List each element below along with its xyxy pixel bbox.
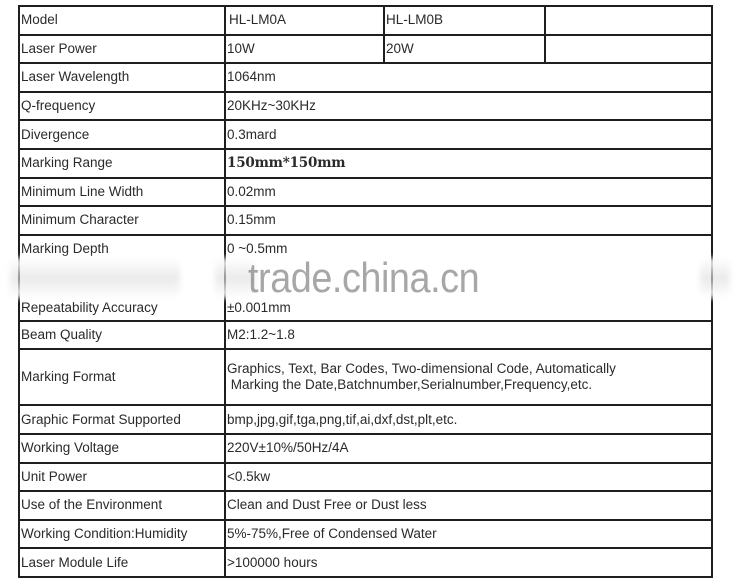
model-a-value: HL-LM0A xyxy=(225,6,384,35)
row-label: Minimum Character xyxy=(19,206,225,235)
table-row xyxy=(19,178,712,207)
row-value: 220V±10%/50Hz/4A xyxy=(225,434,712,463)
model-b-value: HL-LM0B xyxy=(384,6,545,35)
row-label: Marking Depth xyxy=(19,235,225,278)
row-label: Laser Module Life xyxy=(19,548,225,577)
row-value: Clean and Dust Free or Dust less xyxy=(225,491,712,520)
table-row xyxy=(19,491,712,520)
row-value xyxy=(225,349,712,405)
row-value: 1064nm xyxy=(225,63,712,92)
row-value: 0.15mm xyxy=(225,206,712,235)
table-row-laser-power xyxy=(19,35,712,64)
row-label: Unit Power xyxy=(19,463,225,492)
table-row xyxy=(19,548,712,577)
row-value: 0.3mard xyxy=(225,120,712,149)
row-label: Minimum Line Width xyxy=(19,178,225,207)
model-a-value: 10W xyxy=(225,35,384,64)
row-label: Laser Power xyxy=(19,35,225,64)
row-value: 5%-75%,Free of Condensed Water xyxy=(225,520,712,549)
row-value: 150mm*150mm xyxy=(225,149,712,178)
table-row xyxy=(19,92,712,121)
row-value: <0.5kw xyxy=(225,463,712,492)
row-label: Use of the Environment xyxy=(19,491,225,520)
row-label: Marking Format xyxy=(19,349,225,405)
row-label: Divergence xyxy=(19,120,225,149)
model-b-value: 20W xyxy=(384,35,545,64)
row-label: Q-frequency xyxy=(19,92,225,121)
row-value: bmp,jpg,gif,tga,png,tif,ai,dxf,dst,plt,etc. xyxy=(225,405,712,434)
watermark-blur-left xyxy=(10,258,180,298)
row-label: Graphic Format Supported xyxy=(19,405,225,434)
row-value: ±0.001mm xyxy=(225,278,712,321)
row-value: 20KHz~30KHz xyxy=(225,92,712,121)
model-c-value xyxy=(545,35,712,64)
row-value: 0 ~0.5mm xyxy=(225,235,712,278)
table-row xyxy=(19,321,712,350)
row-value: >100000 hours xyxy=(225,548,712,577)
row-value: 0.02mm xyxy=(225,178,712,207)
table-row xyxy=(19,349,712,405)
table-row xyxy=(19,149,712,178)
row-value: M2:1.2~1.8 xyxy=(225,321,712,350)
table-row xyxy=(19,434,712,463)
row-label: Model xyxy=(19,6,225,35)
row-value-line: Marking the Date,Batchnumber,Serialnumber,Frequency,etc. xyxy=(227,377,593,393)
table-row xyxy=(19,520,712,549)
row-label: Beam Quality xyxy=(19,321,225,350)
watermark-blur-right xyxy=(700,258,730,298)
model-c-value xyxy=(545,6,712,35)
row-label: Marking Range xyxy=(19,149,225,178)
row-label: Repeatability Accuracy xyxy=(19,278,225,321)
row-value-line: Graphics, Text, Bar Codes, Two-dimensional Code, Automatically xyxy=(227,361,616,377)
watermark-text: trade.china.cn xyxy=(248,254,480,301)
row-label: Laser Wavelength xyxy=(19,63,225,92)
table-row xyxy=(19,463,712,492)
row-label: Working Voltage xyxy=(19,434,225,463)
table-row-model xyxy=(19,6,712,35)
table-row xyxy=(19,120,712,149)
table-row xyxy=(19,63,712,92)
table-row xyxy=(19,206,712,235)
table-row xyxy=(19,405,712,434)
row-label: Working Condition:Humidity xyxy=(19,520,225,549)
